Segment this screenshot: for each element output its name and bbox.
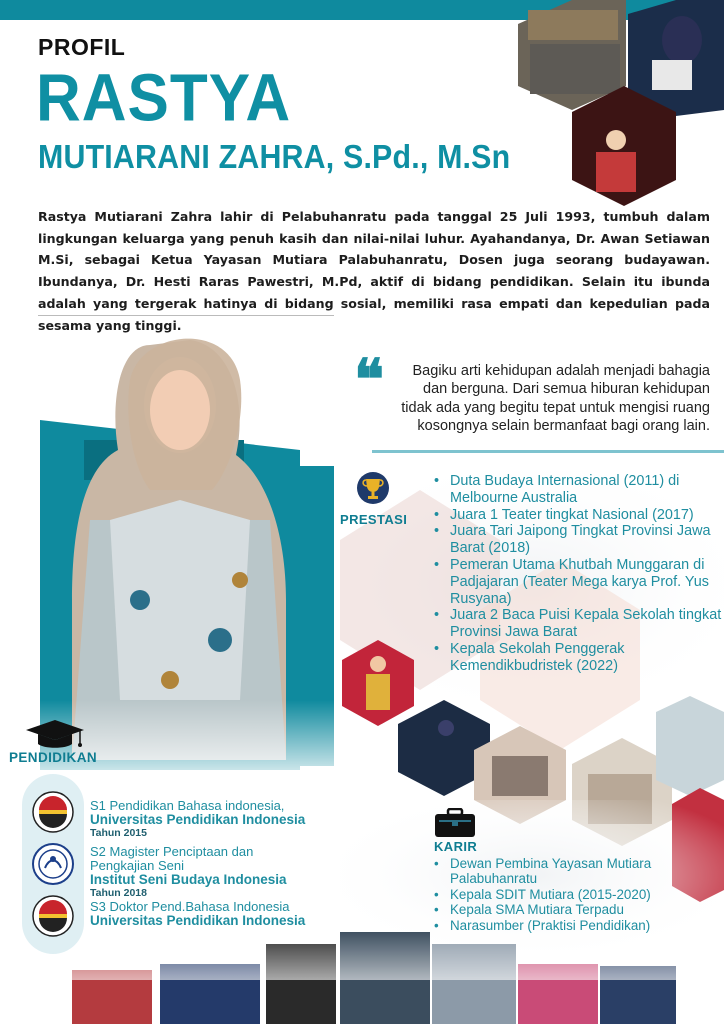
- quote-mark-icon: ❝: [354, 347, 385, 413]
- upi-logo-icon: [31, 894, 75, 938]
- bio-divider: [38, 315, 334, 316]
- profile-label: PROFIL: [38, 34, 126, 60]
- graduation-cap-icon: [24, 718, 86, 752]
- karir-item: • Kepala SMA Mutiara Terpadu: [432, 902, 722, 917]
- prestasi-item: • Juara 2 Baca Puisi Kepala Sekolah tingkat Provinsi Jawa Barat: [432, 607, 722, 641]
- karir-item: • Kepala SDIT Mutiara (2015-2020): [432, 887, 722, 902]
- education-university: Institut Seni Budaya Indonesia: [90, 872, 287, 887]
- education-item: [90, 799, 305, 840]
- prestasi-item: • Juara Tari Jaipong Tingkat Provinsi Jawa Barat (2018): [432, 523, 722, 557]
- education-degree: S3 Doktor Pend.Bahasa Indonesia: [90, 899, 290, 914]
- quote-line: tidak ada yang begitu tepat untuk mengisi ruang: [401, 399, 710, 416]
- bio-paragraph: Rastya Mutiarani Zahra lahir di Pelabuhanratu pada tanggal 25 Juli 1993, tumbuh dalam lingkungan keluarga yang penuh kasih dan nilai-nilai luhur. Ayahandanya, Dr. Awan Setiawan M.Si, sebagai Ketua Yayasan Mutiara Palabuhanratu, Dosen juga seorang budayawan. Ibundanya, Dr. Hesti Raras Pawestri, M.Pd, aktif di bidang pendidikan. Selain itu ibunda adalah yang tergerak hatinya di bidang sosial, memiliki rasa empati dan kepedulian pada sesama yang tinggi.: [38, 209, 710, 333]
- education-university: Universitas Pendidikan Indonesia: [90, 913, 306, 928]
- education-degree: S2 Magister Penciptaan dan Pengkajian Seni: [90, 844, 254, 873]
- education-item: [90, 900, 305, 928]
- quote-line: dan berguna. Dari semua hiburan kehidupan: [423, 381, 710, 398]
- karir-item: • Narasumber (Praktisi Pendidikan): [432, 918, 722, 933]
- quote-line: kosongnya selain bermanfaat bagi orang lain.: [417, 418, 710, 435]
- profile-name: RASTYA: [36, 61, 292, 136]
- karir-list: [432, 856, 722, 933]
- profile-full-name: MUTIARANI ZAHRA, S.Pd., M.Sn: [38, 138, 511, 175]
- pendidikan-label: PENDIDIKAN: [9, 750, 98, 765]
- prestasi-item: • Pemeran Utama Khutbah Munggaran di Padjajaran (Teater Mega karya Prof. Yus Rusyana): [432, 557, 722, 607]
- upi-logo-icon: [31, 790, 75, 834]
- prestasi-list: [432, 473, 722, 675]
- prestasi-item: • Kepala Sekolah Penggerak Kemendikbudristek (2022): [432, 641, 722, 675]
- education-university: Universitas Pendidikan Indonesia: [90, 812, 306, 827]
- hex-photo-group2: [656, 696, 724, 796]
- quote-divider: [372, 450, 724, 453]
- education-degree: S1 Pendidikan Bahasa indonesia,: [90, 798, 285, 813]
- karir-label: KARIR: [434, 839, 478, 854]
- isbi-logo-icon: [31, 842, 75, 886]
- trophy-icon: [357, 471, 389, 505]
- education-year: Tahun 2018: [90, 887, 147, 899]
- briefcase-icon: [434, 808, 476, 838]
- quote-line: Bagiku arti kehidupan adalah menjadi bahagia: [412, 363, 710, 379]
- education-item: [90, 845, 310, 900]
- prestasi-item: • Juara 1 Teater tingkat Nasional (2017): [432, 507, 722, 524]
- prestasi-label: PRESTASI: [340, 512, 408, 527]
- karir-item: • Dewan Pembina Yayasan Mutiara Palabuhanratu: [432, 856, 722, 887]
- education-year: Tahun 2015: [90, 827, 147, 839]
- quote-text: [392, 362, 710, 436]
- prestasi-item: • Duta Budaya Internasional (2011) di Melbourne Australia: [432, 473, 722, 507]
- portrait-figure: [72, 339, 286, 760]
